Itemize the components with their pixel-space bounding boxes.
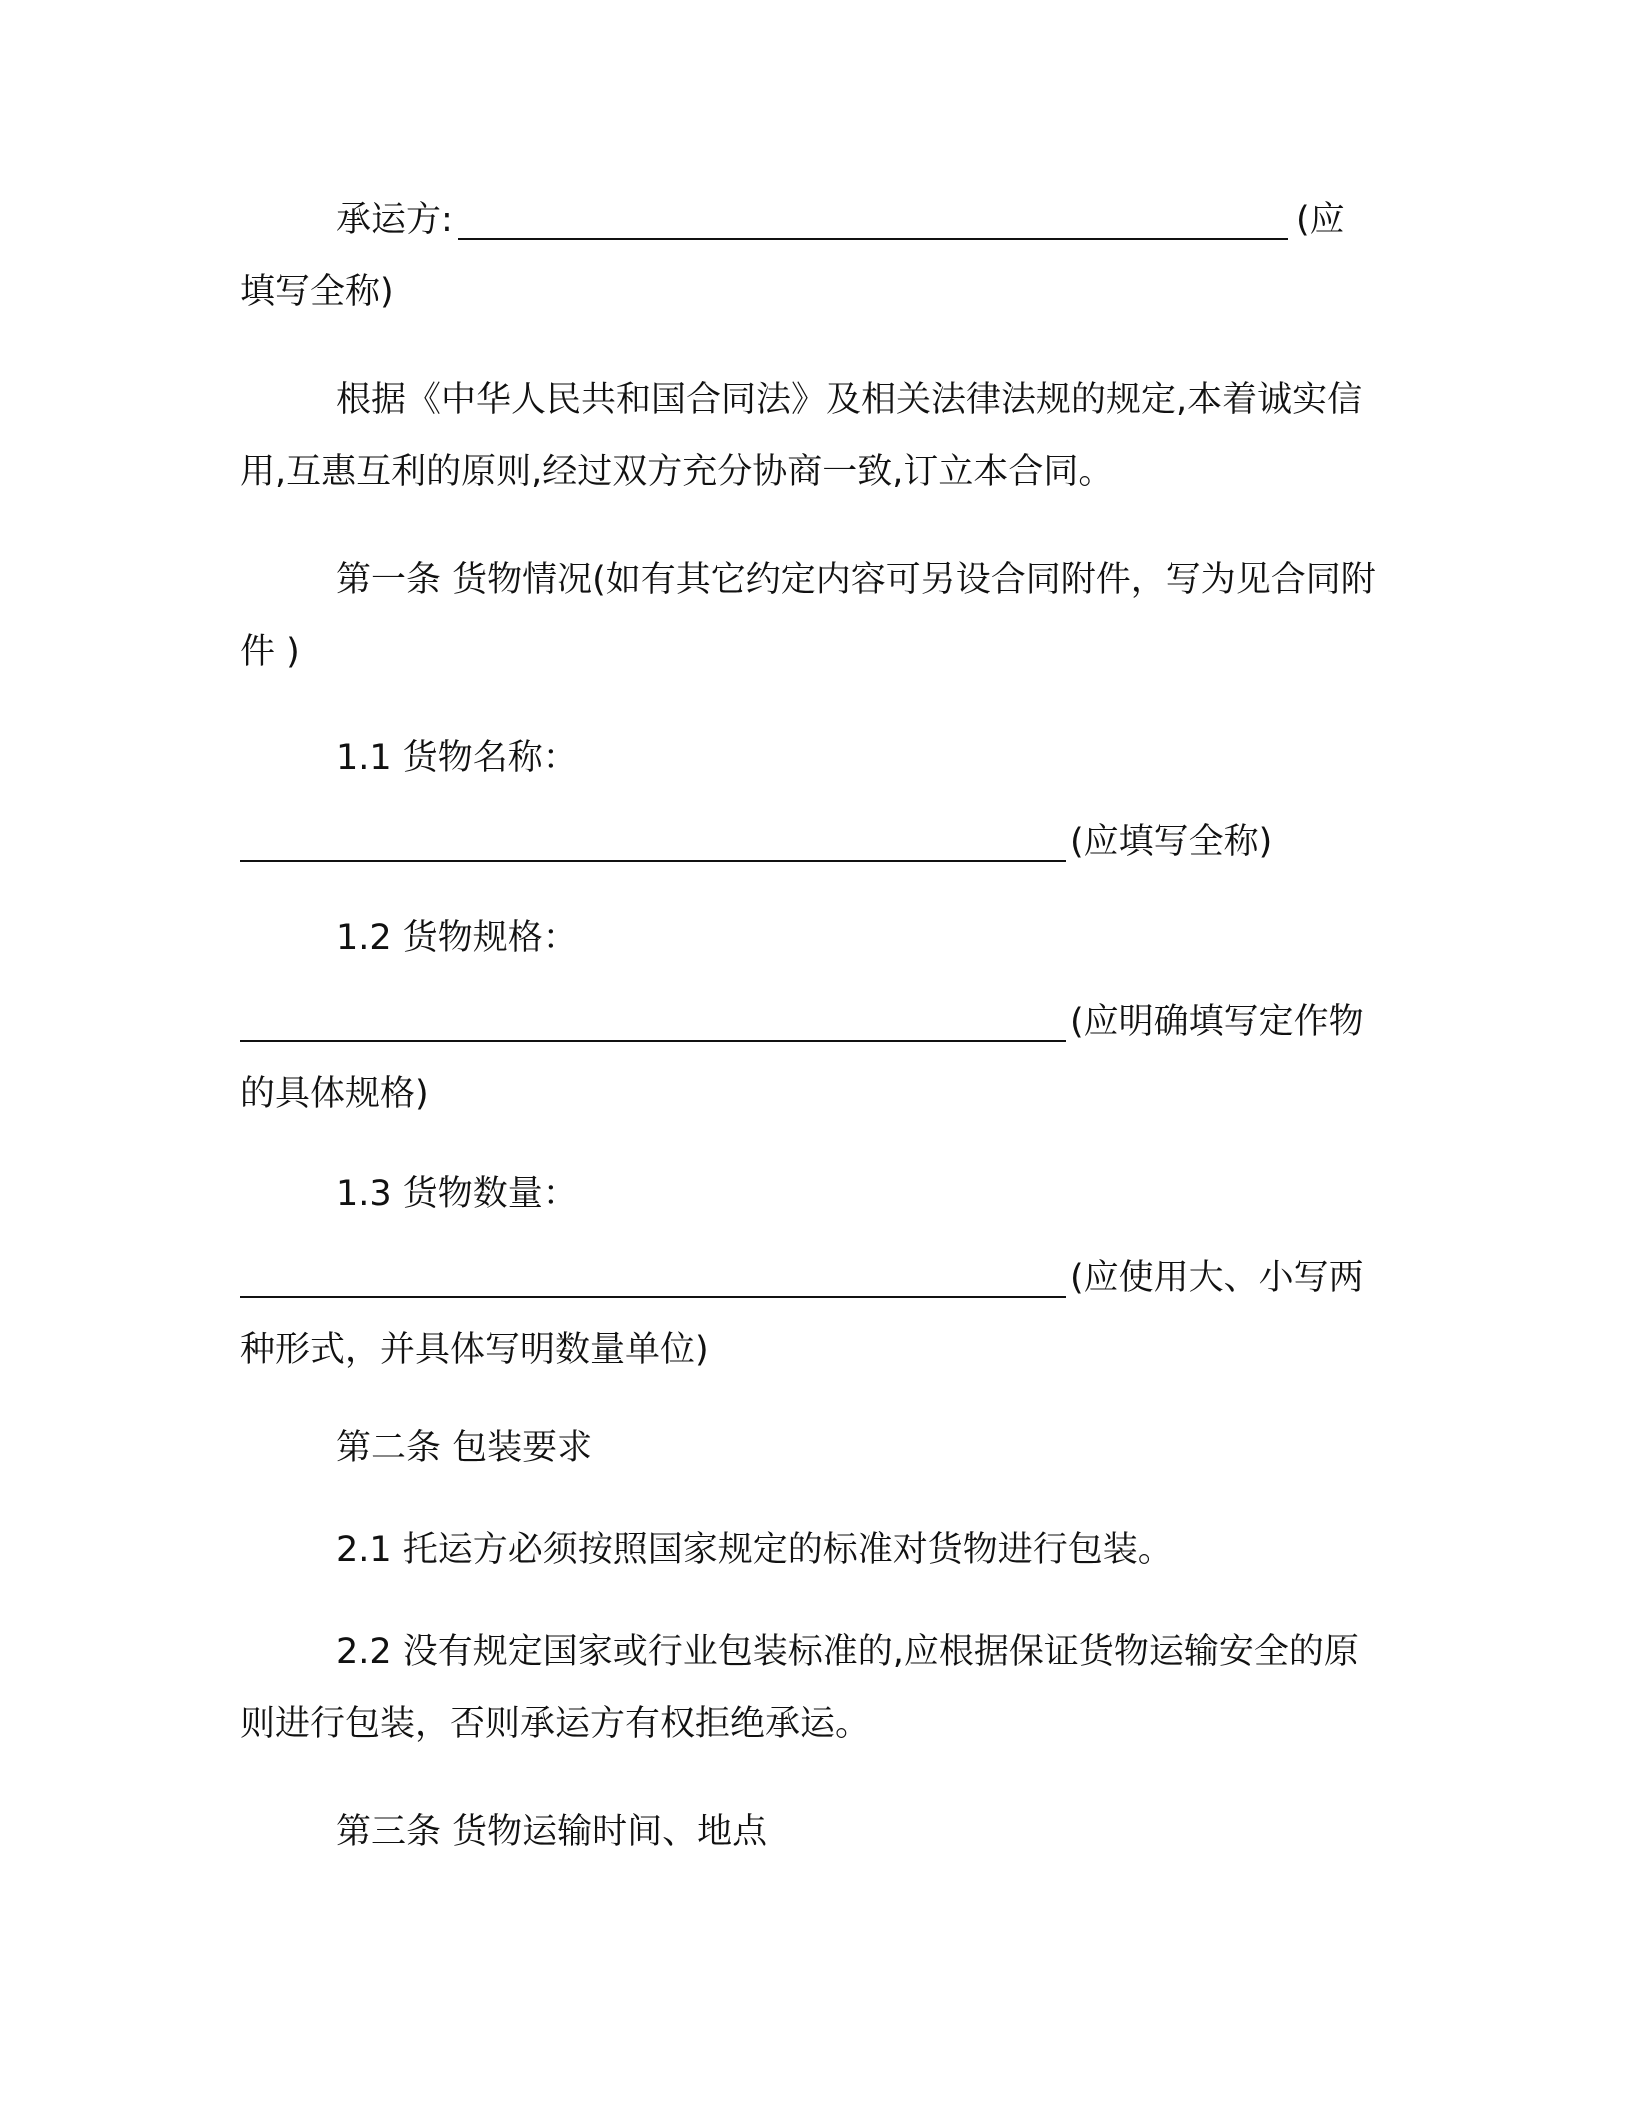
item-2-1: 2.1 托运方必须按照国家规定的标准对货物进行包装。 (336, 1530, 1173, 1570)
carrier-note-wrap: 填写全称) (240, 272, 394, 312)
carrier-label: 承运方: (336, 200, 453, 240)
carrier-blank[interactable] (458, 228, 1288, 240)
article1-title: 第一条 货物情况(如有其它约定内容可另设合同附件，写为见合同附件 ) (240, 560, 1376, 672)
item-1-2-note: (应明确填写定作物的具体规格) (240, 1002, 1364, 1114)
intro-paragraph: 根据《中华人民共和国合同法》及相关法律法规的规定,本着诚实信用,互惠互利的原则,经过双方充分协商一致,订立本合同。 (240, 380, 1363, 492)
item-1-2-label: 1.2 货物规格： (336, 918, 578, 958)
item-1-3-label: 1.3 货物数量： (336, 1174, 578, 1214)
item-1-3-note: (应使用大、小写两种形式，并具体写明数量单位) (240, 1258, 1364, 1370)
item-1-1-note: (应填写全称) (1070, 822, 1273, 862)
article3-title: 第三条 货物运输时间、地点 (336, 1812, 768, 1852)
item-2-2: 2.2 没有规定国家或行业包装标准的,应根据保证货物运输安全的原则进行包装，否则承运方有权拒绝承运。 (240, 1632, 1359, 1744)
item-1-1-label: 1.1 货物名称： (336, 738, 578, 778)
carrier-note: (应 (1296, 200, 1345, 240)
carrier-paragraph (240, 184, 1392, 334)
article2-title: 第二条 包装要求 (336, 1428, 593, 1468)
item-1-1-blank[interactable] (240, 850, 1066, 862)
